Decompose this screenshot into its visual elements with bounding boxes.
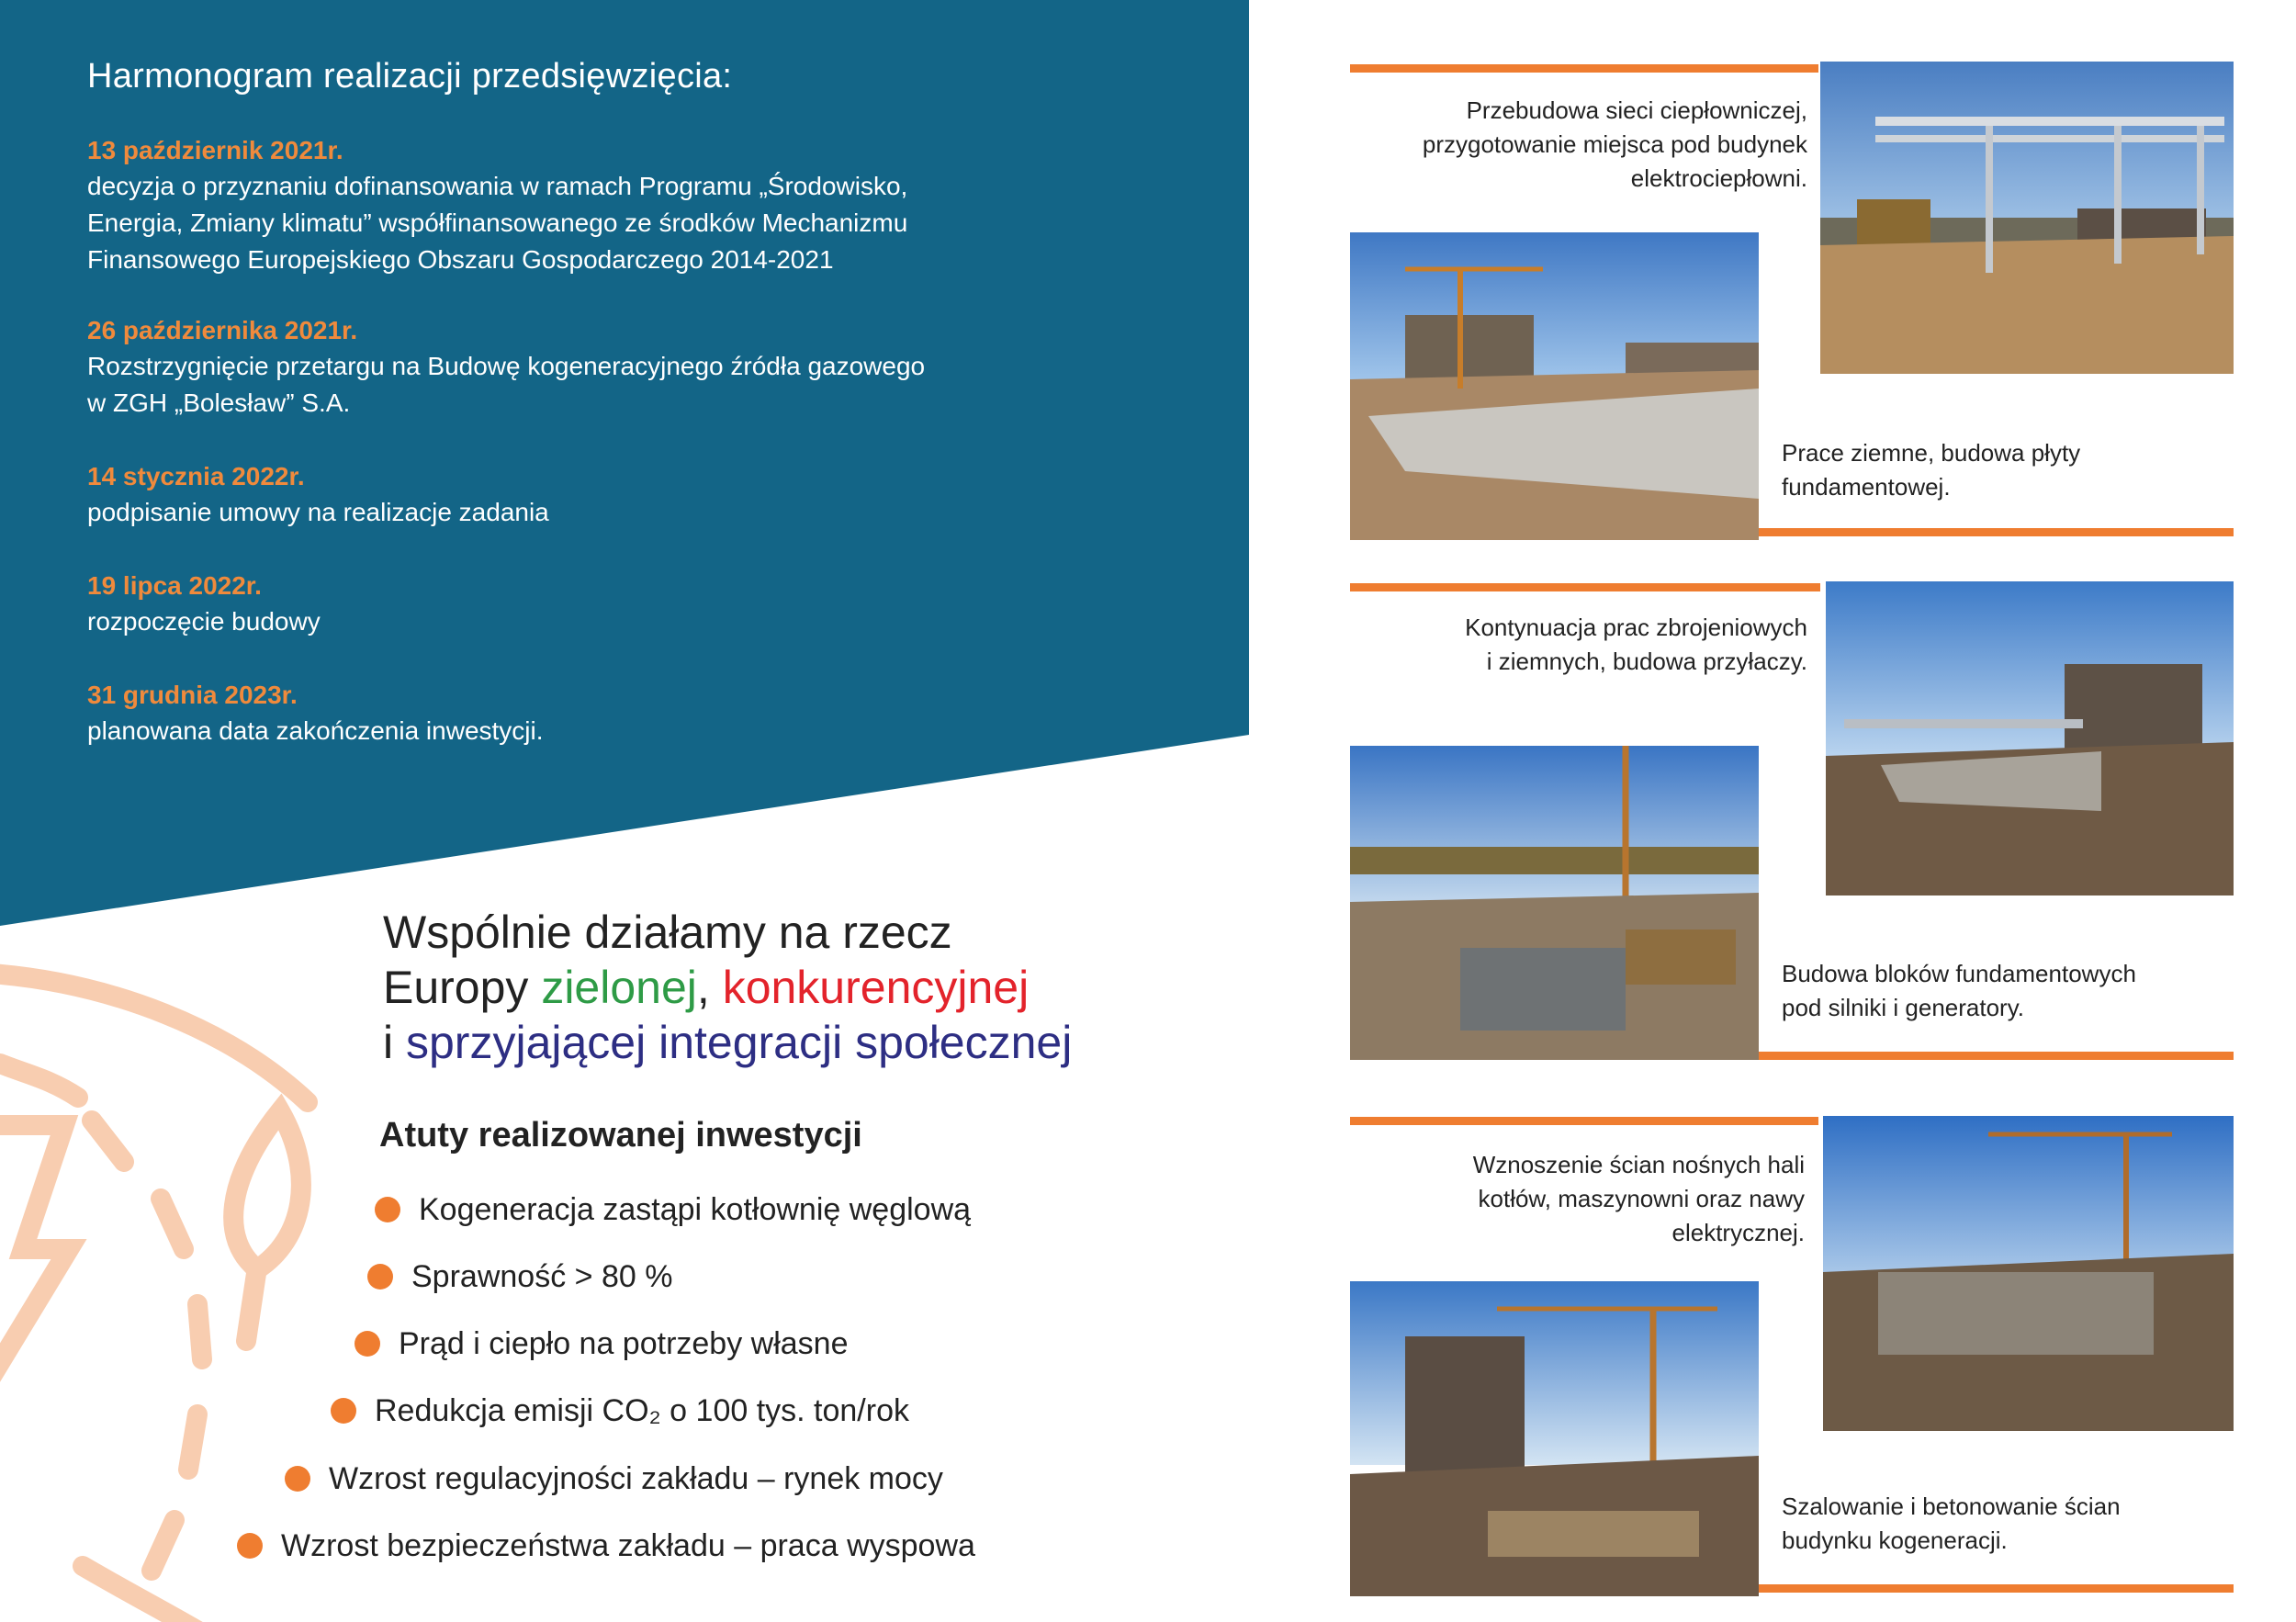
slogan-line: Wspólnie działamy na rzecz	[383, 907, 952, 958]
caption-line: Szalowanie i betonowanie ścian	[1782, 1492, 2121, 1520]
bullet-dot-icon	[285, 1466, 310, 1492]
construction-photo	[1823, 1116, 2234, 1431]
advantage-text: Sprawność > 80 %	[411, 1258, 673, 1294]
slogan-green-word: zielonej	[541, 962, 697, 1013]
caption-line: fundamentowej.	[1782, 473, 1951, 501]
advantage-item	[367, 1258, 672, 1295]
schedule-entry	[87, 678, 1024, 749]
bullet-dot-icon	[355, 1331, 380, 1357]
construction-photo	[1820, 62, 2234, 374]
caption-line: pod silniki i generatory.	[1782, 994, 2024, 1021]
orange-divider	[1350, 1117, 1818, 1125]
bullet-dot-icon	[367, 1264, 393, 1290]
advantage-text: Kogeneracja zastąpi kotłownię węglową	[419, 1191, 972, 1227]
slogan-text: i	[383, 1017, 406, 1068]
caption-line: kotłów, maszynowni oraz nawy	[1478, 1185, 1805, 1212]
orange-divider	[1759, 528, 2234, 536]
slogan-line	[383, 960, 1072, 1015]
schedule-entry	[87, 313, 1024, 422]
advantage-text: Wzrost bezpieczeństwa zakładu – praca wyspowa	[281, 1527, 975, 1563]
construction-photo	[1826, 581, 2234, 895]
photo-caption	[1341, 94, 1807, 196]
caption-line: elektrociepłowni.	[1630, 164, 1807, 192]
construction-photo	[1350, 746, 1759, 1060]
slogan-line	[383, 1015, 1072, 1070]
entry-date: 14 stycznia 2022r.	[87, 462, 305, 490]
slogan-comma: ,	[696, 962, 723, 1013]
entry-description-line: decyzja o przyznaniu dofinansowania w ramach Programu „Środowisko,	[87, 172, 908, 200]
caption-line: budynku kogeneracji.	[1782, 1526, 2008, 1554]
schedule-entry	[87, 133, 1024, 278]
caption-line: Wznoszenie ścian nośnych hali	[1472, 1151, 1805, 1178]
orange-divider	[1350, 64, 1818, 73]
caption-line: Budowa bloków fundamentowych	[1782, 960, 2136, 987]
photo-caption	[1782, 436, 2259, 504]
slogan-blue-phrase: sprzyjającej integracji społecznej	[406, 1017, 1073, 1068]
lightning-leaf-circle-icon	[0, 946, 349, 1622]
entry-date: 26 października 2021r.	[87, 316, 358, 344]
photo-caption	[1341, 1148, 1805, 1250]
caption-line: Prace ziemne, budowa płyty	[1782, 439, 2081, 467]
advantage-item	[375, 1191, 971, 1228]
orange-divider	[1350, 583, 1820, 591]
entry-date: 31 grudnia 2023r.	[87, 681, 298, 709]
entry-description-line: podpisanie umowy na realizacje zadania	[87, 498, 549, 526]
advantage-item	[285, 1460, 943, 1497]
entry-description-line: rozpoczęcie budowy	[87, 607, 321, 636]
caption-line: Przebudowa sieci ciepłowniczej,	[1466, 96, 1807, 124]
advantage-text: Wzrost regulacyjności zakładu – rynek mocy	[329, 1460, 943, 1496]
entry-date: 19 lipca 2022r.	[87, 571, 262, 600]
advantage-item	[331, 1392, 909, 1429]
photo-caption	[1782, 957, 2259, 1025]
schedule-title: Harmonogram realizacji przedsięwzięcia:	[87, 57, 733, 96]
entry-description-line: Rozstrzygnięcie przetargu na Budowę kogeneracyjnego źródła gazowego	[87, 352, 926, 380]
advantage-item	[237, 1527, 975, 1564]
bullet-dot-icon	[375, 1197, 400, 1222]
schedule-entry	[87, 569, 1024, 640]
orange-divider	[1759, 1052, 2234, 1060]
slogan-text: Europy	[383, 962, 542, 1013]
advantage-text: Prąd i ciepło na potrzeby własne	[399, 1325, 849, 1361]
bullet-dot-icon	[331, 1398, 356, 1424]
caption-line: i ziemnych, budowa przyłaczy.	[1486, 648, 1807, 675]
caption-line: elektrycznej.	[1671, 1219, 1805, 1246]
schedule-entry	[87, 459, 1024, 531]
photo-caption	[1782, 1490, 2259, 1558]
slogan	[383, 905, 1072, 1070]
advantage-text: Redukcja emisji CO₂ o 100 tys. ton/rok	[375, 1392, 909, 1428]
bullet-dot-icon	[237, 1533, 263, 1559]
slogan-red-word: konkurencyjnej	[722, 962, 1030, 1013]
construction-photo	[1350, 1281, 1759, 1596]
entry-date: 13 październik 2021r.	[87, 136, 343, 164]
caption-line: Kontynuacja prac zbrojeniowych	[1465, 614, 1807, 641]
entry-description-line: Finansowego Europejskiego Obszaru Gospodarczego 2014-2021	[87, 245, 834, 274]
orange-divider	[1759, 1584, 2234, 1593]
advantages-title: Atuty realizowanej inwestycji	[379, 1116, 862, 1155]
entry-description-line: w ZGH „Bolesław” S.A.	[87, 389, 351, 417]
entry-description-line: planowana data zakończenia inwestycji.	[87, 716, 544, 745]
caption-line: przygotowanie miejsca pod budynek	[1422, 130, 1807, 158]
construction-photo	[1350, 232, 1759, 540]
entry-description-line: Energia, Zmiany klimatu” współfinansowanego ze środków Mechanizmu	[87, 208, 908, 237]
advantage-item	[355, 1325, 849, 1362]
photo-caption	[1341, 611, 1807, 679]
